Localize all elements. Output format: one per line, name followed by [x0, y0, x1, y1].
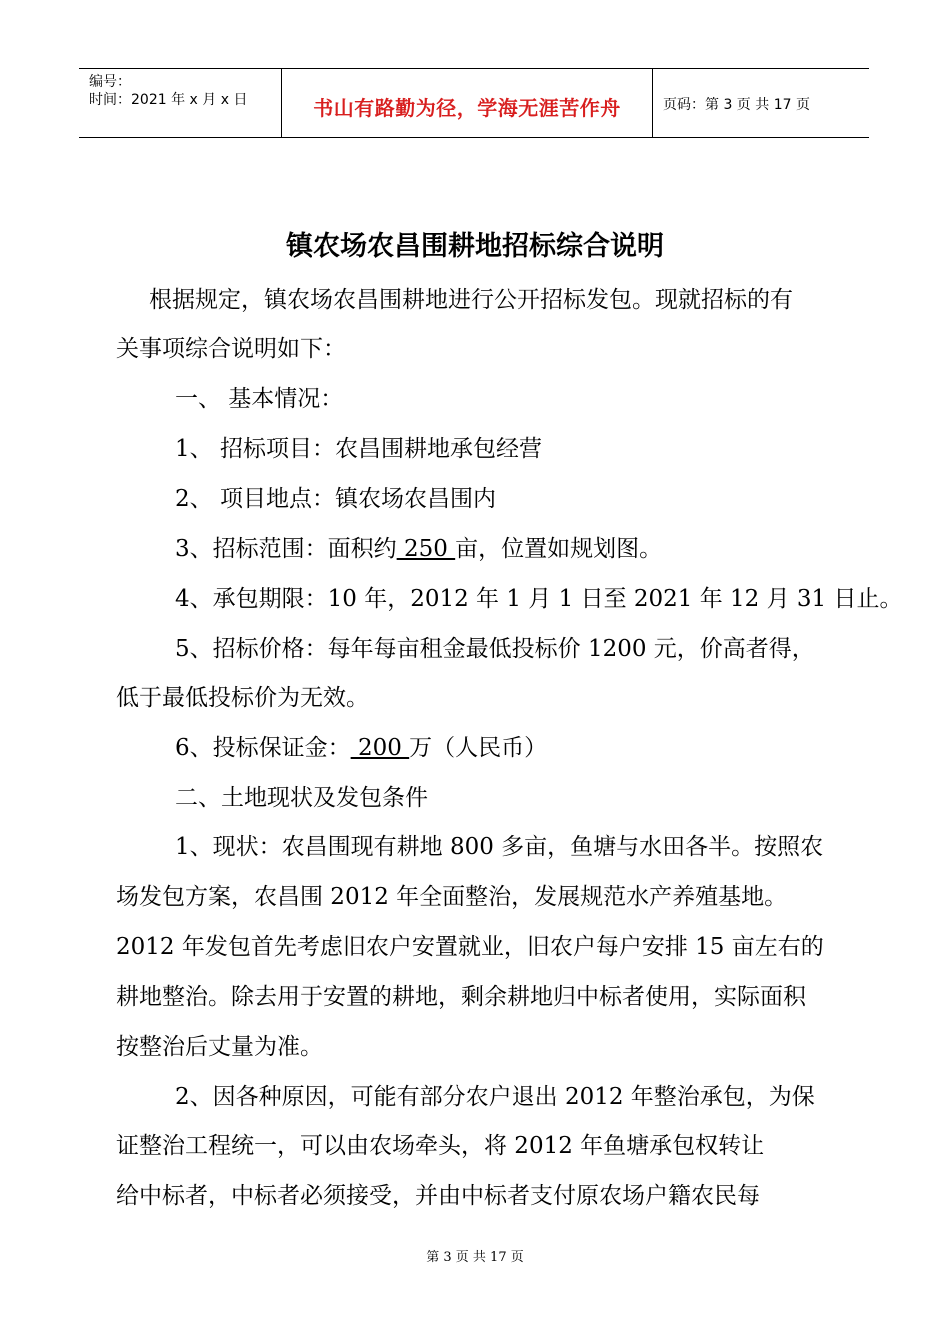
motto: 书山有路勤为径，学海无涯苦作舟	[313, 96, 621, 120]
s2-item-2-line-3: 给中标者，中标者必须接受，并由中标者支付原农场户籍农民每	[116, 1183, 760, 1209]
deposit-value: 200	[350, 735, 410, 761]
intro-line-1: 根据规定，镇农场农昌围耕地进行公开招标发包。现就招标的有	[149, 287, 793, 313]
s2-item-1-line-4: 耕地整治。除去用于安置的耕地，剩余耕地归中标者使用，实际面积	[116, 984, 806, 1010]
intro-line-2: 关事项综合说明如下：	[116, 336, 346, 362]
section-1-heading: 一、 基本情况：	[175, 386, 344, 412]
page-footer: 第 3 页 共 17 页	[426, 1250, 524, 1265]
section-2-heading: 二、土地现状及发包条件	[175, 785, 428, 811]
item-4: 4、承包期限：10 年，2012 年 1 月 1 日至 2021 年 12 月 31 日止。	[175, 586, 903, 612]
item-2: 2、 项目地点：镇农场农昌围内	[175, 486, 496, 512]
item-1: 1、 招标项目：农昌围耕地承包经营	[175, 436, 542, 462]
s2-item-1-line-1: 1、现状：农昌围现有耕地 800 多亩，鱼塘与水田各半。按照农	[175, 834, 824, 860]
item-3	[175, 530, 662, 563]
header-meta	[79, 69, 282, 137]
item-5-line-1: 5、招标价格：每年每亩租金最低投标价 1200 元，价高者得，	[175, 636, 815, 662]
item-6	[175, 729, 547, 762]
area-value: 250	[396, 536, 456, 562]
s2-item-1-line-5: 按整治后丈量为准。	[116, 1034, 323, 1060]
page-header	[79, 68, 869, 138]
s2-item-2-line-1: 2、因各种原因，可能有部分农户退出 2012 年整治承包，为保	[175, 1084, 815, 1110]
s2-item-1-line-2: 场发包方案，农昌围 2012 年全面整治，发展规范水产养殖基地。	[116, 884, 788, 910]
s2-item-1-line-3: 2012 年发包首先考虑旧农户安置就业，旧农户每户安排 15 亩左右的	[116, 934, 824, 960]
page-number-label: 页码：第 3 页 共 17 页	[663, 97, 810, 113]
item-6-suffix: 万（人民币）	[409, 735, 548, 761]
code-label: 编号：	[89, 74, 131, 90]
header-page-cell	[663, 69, 869, 137]
header-motto-cell	[282, 69, 653, 137]
item-3-suffix: 亩，位置如规划图。	[455, 536, 663, 562]
item-3-prefix: 3、招标范围：面积约	[175, 536, 397, 562]
item-6-prefix: 6、投标保证金：	[175, 735, 351, 761]
s2-item-2-line-2: 证整治工程统一，可以由农场牵头，将 2012 年鱼塘承包权转让	[116, 1133, 765, 1159]
item-5-line-2: 低于最低投标价为无效。	[116, 685, 369, 711]
document-title: 镇农场农昌围耕地招标综合说明	[286, 231, 664, 262]
date-label: 时间：2021 年 x 月 x 日	[89, 92, 248, 108]
